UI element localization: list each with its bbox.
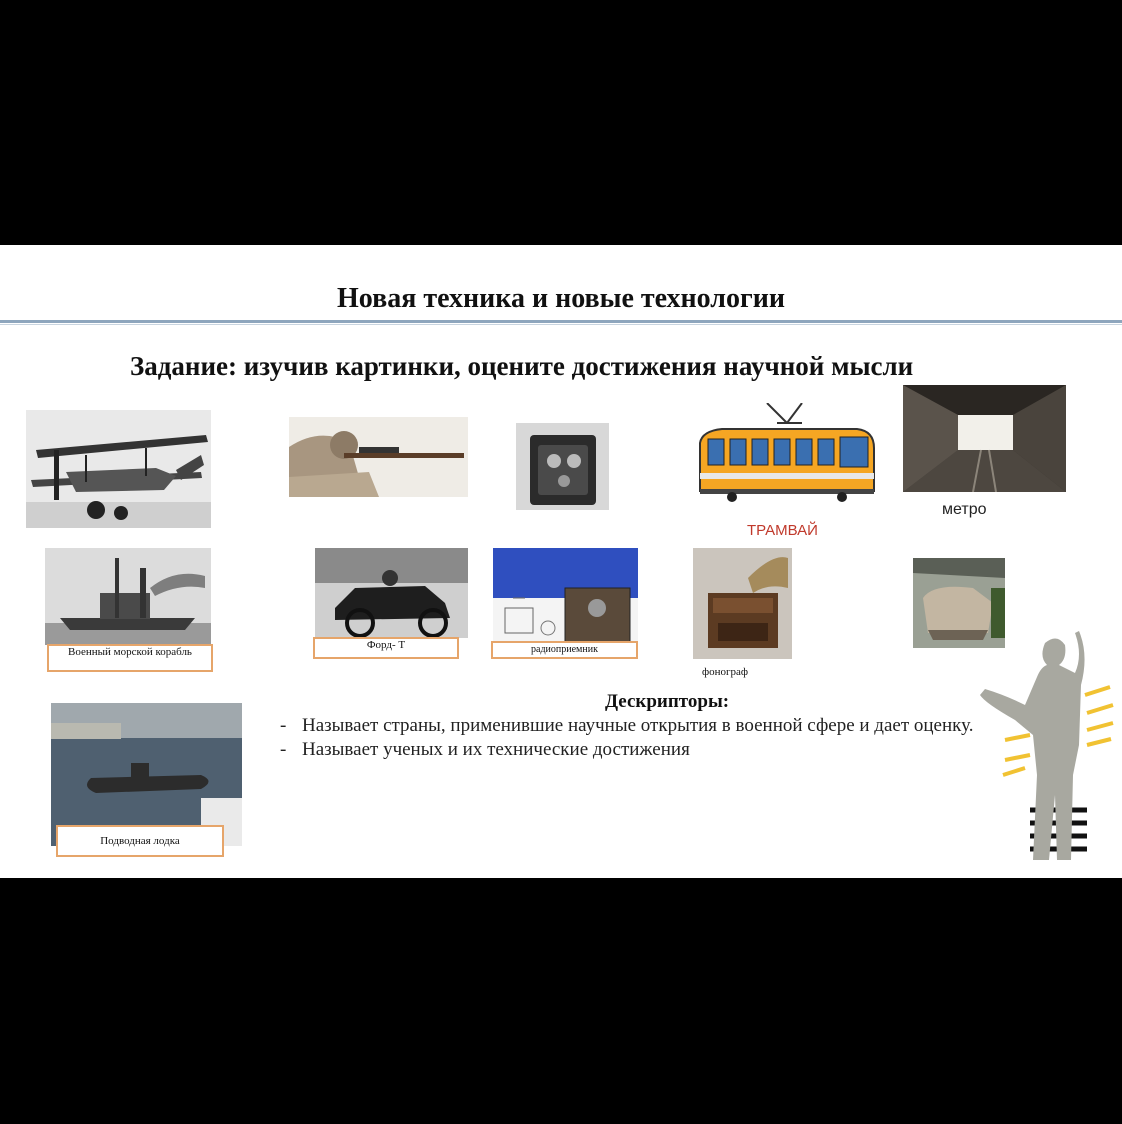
phonograph-caption: фонограф <box>702 666 749 678</box>
task-text: Задание: изучив картинки, оцените достижения научной мысли <box>130 351 914 381</box>
list-item: - Называет ученых и их технические достижения <box>280 739 690 760</box>
ford-t-caption: Форд- Т <box>313 637 459 659</box>
slide-title: Новая техника и новые технологии <box>337 283 785 314</box>
rifle-soldier-photo <box>289 417 468 497</box>
radio-receiver-illustration <box>493 548 638 650</box>
ford-t-photo <box>315 548 468 638</box>
biplane-photo <box>26 410 211 528</box>
title-divider <box>0 320 1122 323</box>
descriptors-title: Дескрипторы: <box>605 691 730 712</box>
list-item: - Называет страны, применившие научные открытия в военной сфере и дает оценку. <box>280 715 974 736</box>
warship-photo <box>45 548 211 645</box>
tram-caption: ТРАМВАЙ <box>747 522 818 539</box>
telephone-device-photo <box>516 423 609 510</box>
presentation-slide <box>0 245 1122 878</box>
metro-caption: метро <box>942 501 987 518</box>
descriptors-list <box>280 715 973 763</box>
metro-tunnel-photo <box>903 385 1066 492</box>
submarine-caption: Подводная лодка <box>56 825 224 857</box>
title-divider-light <box>0 324 1122 325</box>
tram-illustration <box>692 403 877 505</box>
phonograph-photo <box>693 548 792 659</box>
conductor-silhouette-icon <box>975 625 1122 870</box>
radio-receiver-caption: радиоприемник <box>491 641 638 659</box>
warship-caption: Военный морской корабль <box>47 644 213 672</box>
